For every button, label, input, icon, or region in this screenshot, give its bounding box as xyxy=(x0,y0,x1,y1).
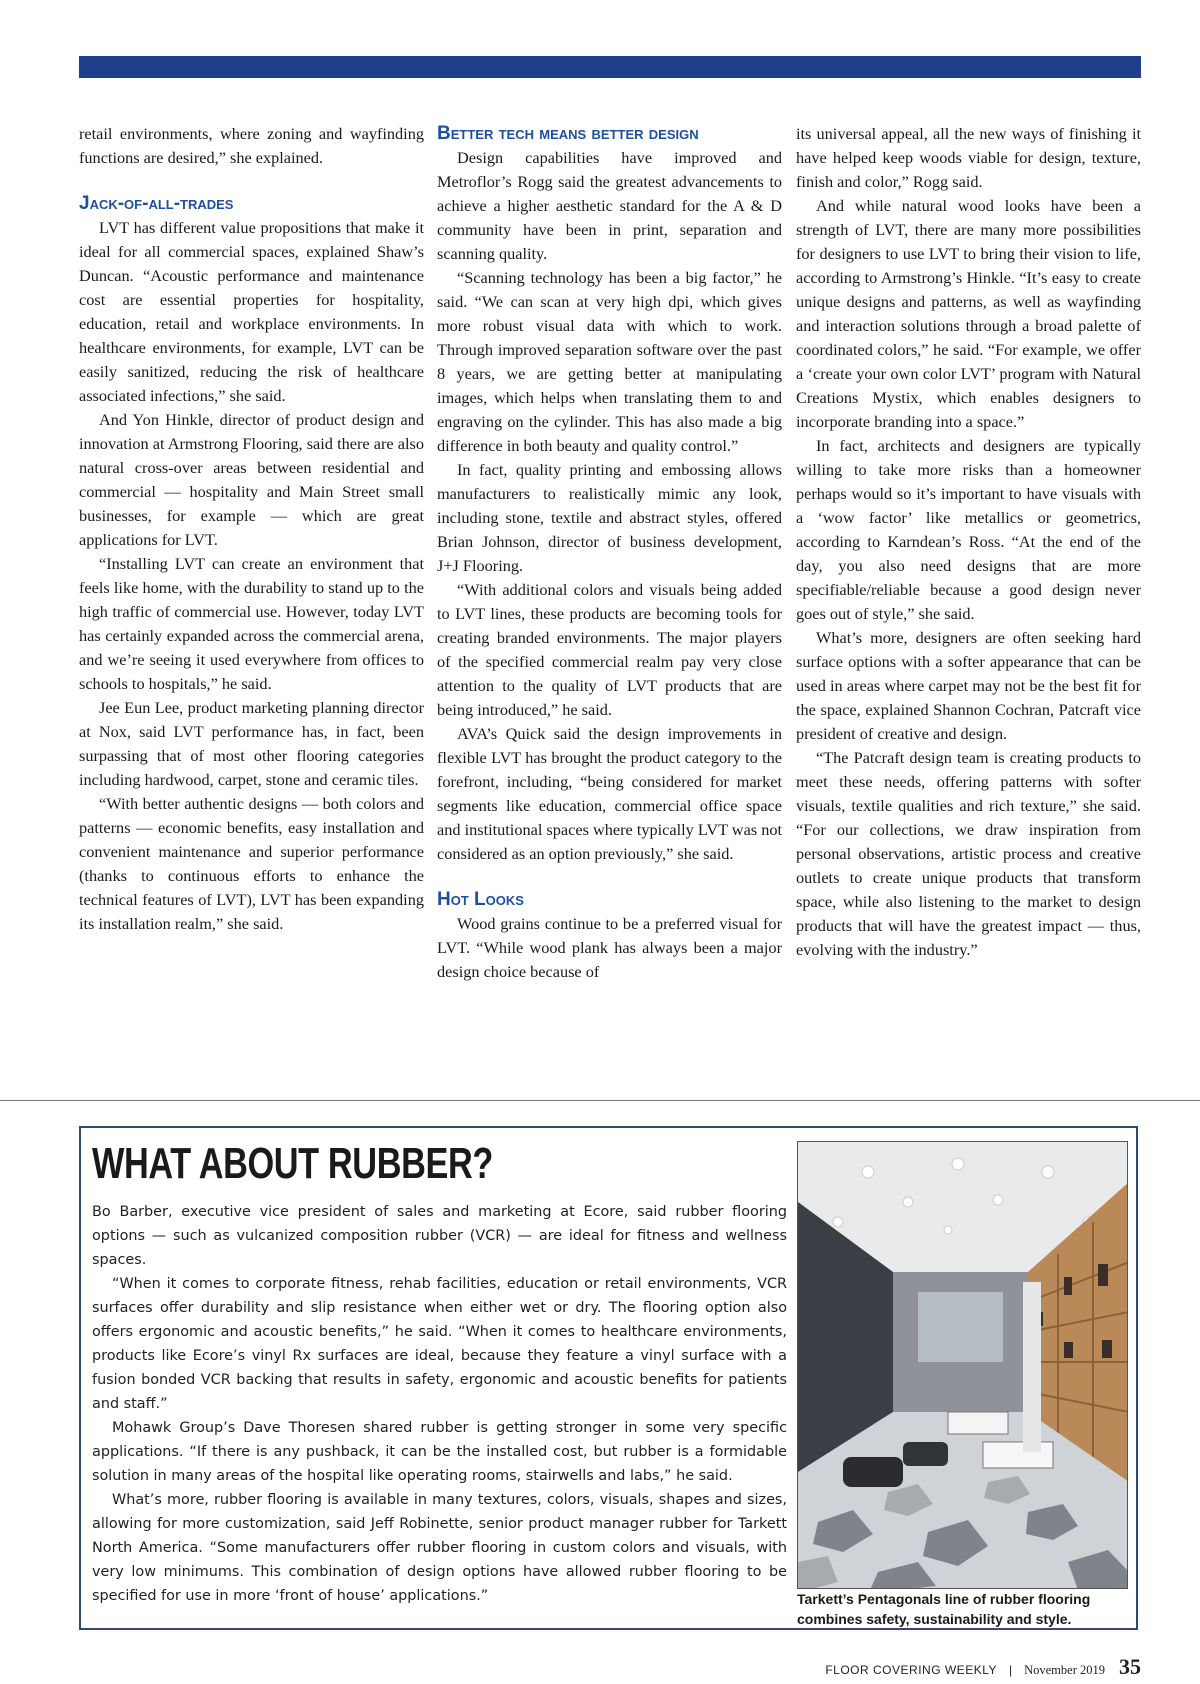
publication-name: FLOOR COVERING WEEKLY xyxy=(825,1663,997,1677)
paragraph: And while natural wood looks have been a strength of LVT, there are many more possibilities for designers to use LVT to bring their vision to life, according to Armstrong’s Hinkle. “It’s easy to create unique designs and patterns, as well as wayfinding and interaction solutions through a broad palette of coordinated colors,” he said. “For example, we offer a ‘create your own color LVT’ program with Natural Creations Mystix, which enables designers to incorporate branding into a space.” xyxy=(796,196,1141,431)
sidebar-paragraph: What’s more, rubber flooring is available in many textures, colors, visuals, shapes and sizes, allowing for more customization, said Jeff Robinette, senior product manager rubber for Tarkett North America. “Some manufacturers offer rubber flooring in custom colors and visuals, with very low minimums. This combination of design options have allowed rubber flooring to be specified for use in more ‘front of house’ applications.” xyxy=(92,1492,787,1604)
sidebar-box xyxy=(79,1126,1138,1630)
article-column-1 xyxy=(79,122,424,936)
page-number: 35 xyxy=(1119,1654,1141,1679)
page-footer xyxy=(825,1654,1141,1680)
paragraph: Design capabilities have improved and Metroflor’s Rogg said the greatest advancements to achieve a higher aesthetic standard for the A & D community have been in print, separation and scanning quality. xyxy=(437,148,782,263)
paragraph: Jee Eun Lee, product marketing planning director at Nox, said LVT performance has, in fact, been surpassing that of most other flooring categories including hardwood, carpet, stone and ceramic tiles. xyxy=(79,698,424,789)
photo-caption: Tarkett’s Pentagonals line of rubber flooring combines safety, sustainability and style. xyxy=(797,1591,1091,1627)
issue-date: November 2019 xyxy=(1024,1663,1105,1677)
paragraph: And Yon Hinkle, director of product design and innovation at Armstrong Flooring, said there are also natural cross-over areas between residential and commercial — hospitality and Main Street small businesses, for example — which are great applications for LVT. xyxy=(79,410,424,549)
paragraph: In fact, architects and designers are typically willing to take more risks than a homeowner perhaps would so it’s important to have visuals with a ‘wow factor’ like metallics or geometrics, according to Karndean’s Ross. “At the end of the day, you also need designs that are more specifiable/reliable because a good design never goes out of style,” she said. xyxy=(796,436,1141,623)
paragraph: “With additional colors and visuals being added to LVT lines, these products are becoming tools for creating branded environments. The major players of the specified commercial realm pay very close attention to the quality of LVT products that are being introduced,” he said. xyxy=(437,580,782,719)
sidebar-paragraph: “When it comes to corporate fitness, rehab facilities, education or retail environments, VCR surfaces offer durability and slip resistance when either wet or dry. The flooring option also offers ergonomic and acoustic benefits,” he said. “When it comes to healthcare environments, products like Ecore’s vinyl Rx surfaces are ideal, because they feature a vinyl surface with a fusion bonded VCR backing that results in safety, ergonomic and acoustic benefits for patients and staff.” xyxy=(92,1276,787,1412)
article-column-3 xyxy=(796,122,1141,962)
section-heading-hot-looks: Hot Looks xyxy=(437,889,524,910)
paragraph: “The Patcraft design team is creating products to meet these needs, offering patterns with softer visuals, textile qualities and rich texture,” she said. “For our collections, we draw inspiration from personal observations, artistic process and creative outlets to create unique products that transform space, while also listening to the market to design products that will have the greatest impact — thus, evolving with the industry.” xyxy=(796,748,1141,959)
paragraph: its universal appeal, all the new ways of finishing it have helped keep woods viable for design, texture, finish and color,” Rogg said. xyxy=(796,124,1141,191)
section-divider xyxy=(0,1100,1200,1101)
paragraph: What’s more, designers are often seeking hard surface options with a softer appearance that can be used in areas where carpet may not be the best fit for the space, explained Shannon Cochran, Patcraft vice president of creative and design. xyxy=(796,628,1141,743)
section-heading-better-tech: Better tech means better design xyxy=(437,123,699,144)
store-interior-illustration xyxy=(798,1142,1128,1589)
section-heading-jack-of-all-trades: Jack-of-all-trades xyxy=(79,193,234,214)
paragraph: “With better authentic designs — both colors and patterns — economic benefits, easy installation and convenient maintenance and superior performance (thanks to continuous efforts to enhance the technical features of LVT), LVT has been expanding its installation realm,” she said. xyxy=(79,794,424,933)
header-accent-bar xyxy=(79,56,1141,78)
store-interior-photo xyxy=(797,1141,1128,1589)
sidebar-paragraph: Bo Barber, executive vice president of sales and marketing at Ecore, said rubber flooring options — such as vulcanized composition rubber (VCR) — are ideal for fitness and wellness spaces. xyxy=(92,1204,787,1268)
paragraph: retail environments, where zoning and wayfinding functions are desired,” she explained. xyxy=(79,124,424,167)
paragraph: LVT has different value propositions that make it ideal for all commercial spaces, explained Shaw’s Duncan. “Acoustic performance and maintenance cost are essential properties for hospitality, education, retail and workplace environments. In healthcare environments, for example, LVT can be easily sanitized, reducing the risk of healthcare associated infections,” she said. xyxy=(79,218,424,405)
paragraph: Wood grains continue to be a preferred visual for LVT. “While wood plank has always been a major design choice because of xyxy=(437,914,782,981)
sidebar-title: WHAT ABOUT RUBBER? xyxy=(92,1139,493,1188)
article-column-2 xyxy=(437,122,782,984)
footer-separator: | xyxy=(1008,1663,1013,1677)
paragraph: AVA’s Quick said the design improvements in flexible LVT has brought the product category to the forefront, including, “being considered for market segments like education, commercial office space and institutional spaces where typically LVT was not considered as an option previously,” she said. xyxy=(437,724,783,863)
sidebar-paragraph: Mohawk Group’s Dave Thoresen shared rubber is getting stronger in some very specific applications. “If there is any pushback, it can be the installed cost, but rubber is a formidable solution in many areas of the hospital like operating rooms, stairwells and labs,” he said. xyxy=(92,1420,787,1484)
paragraph: “Scanning technology has been a big factor,” he said. “We can scan at very high dpi, which gives more robust visual data with which to work. Through improved separation software over the past 8 years, we are getting better at manipulating images, which helps when translating them to and engraving on the cylinder. This has also made a big difference in both beauty and quality control.” xyxy=(437,268,782,455)
sidebar-text xyxy=(92,1200,787,1608)
paragraph: “Installing LVT can create an environment that feels like home, with the durability to stand up to the high traffic of commercial use. However, today LVT has certainly expanded across the commercial arena, and we’re seeing it used everywhere from offices to schools to hospitals,” he said. xyxy=(79,554,424,693)
paragraph: In fact, quality printing and embossing allows manufacturers to realistically mimic any look, including stone, textile and abstract styles, offered Brian Johnson, director of business development, J+J Flooring. xyxy=(437,460,782,575)
